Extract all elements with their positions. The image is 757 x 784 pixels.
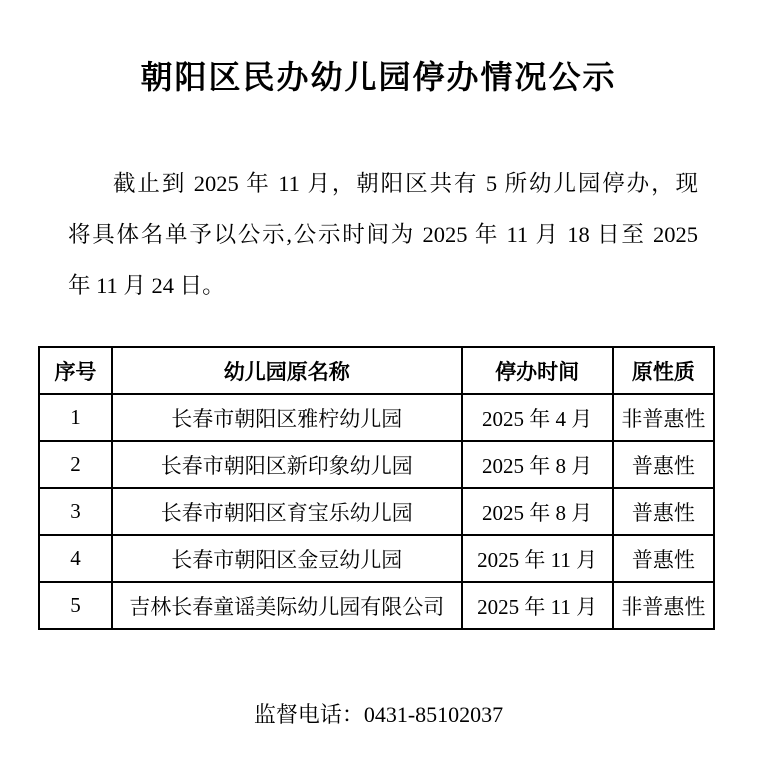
page-title: 朝阳区民办幼儿园停办情况公示 [140, 59, 617, 95]
table-row [39, 441, 714, 488]
cell-index: 1 [39, 394, 112, 441]
cell-index: 2 [39, 441, 112, 488]
cell-kindergarten-name: 长春市朝阳区育宝乐幼儿园 [112, 488, 462, 535]
column-header-original-nature: 原性质 [613, 347, 714, 394]
cell-closure-date: 2025 年 4 月 [462, 394, 613, 441]
supervision-phone: 监督电话：0431-85102037 [253, 702, 504, 727]
table-row [39, 582, 714, 629]
table-row [39, 394, 714, 441]
paragraph-line-3: 年 11 月 24 日。 [68, 273, 225, 298]
cell-closure-date: 2025 年 8 月 [462, 488, 613, 535]
column-header-original-name: 幼儿园原名称 [112, 347, 462, 394]
cell-kindergarten-name: 长春市朝阳区新印象幼儿园 [112, 441, 462, 488]
cell-nature: 非普惠性 [613, 394, 714, 441]
paragraph-line-2: 将具体名单予以公示,公示时间为 2025 年 11 月 18 日至 2025 [68, 222, 698, 247]
column-header-closure-date: 停办时间 [462, 347, 613, 394]
cell-kindergarten-name: 长春市朝阳区金豆幼儿园 [112, 535, 462, 582]
cell-index: 5 [39, 582, 112, 629]
cell-index: 3 [39, 488, 112, 535]
cell-nature: 普惠性 [613, 441, 714, 488]
table-header-row [39, 347, 714, 394]
table-row [39, 488, 714, 535]
paragraph-line-1: 截止到 2025 年 11 月，朝阳区共有 5 所幼儿园停办，现 [113, 171, 698, 196]
cell-nature: 非普惠性 [613, 582, 714, 629]
cell-nature: 普惠性 [613, 535, 714, 582]
cell-closure-date: 2025 年 11 月 [462, 582, 613, 629]
cell-closure-date: 2025 年 11 月 [462, 535, 613, 582]
kindergarten-closure-table [38, 346, 715, 630]
intro-paragraph [68, 158, 698, 311]
cell-kindergarten-name: 长春市朝阳区雅柠幼儿园 [112, 394, 462, 441]
table-row [39, 535, 714, 582]
cell-index: 4 [39, 535, 112, 582]
cell-nature: 普惠性 [613, 488, 714, 535]
column-header-index: 序号 [39, 347, 112, 394]
cell-closure-date: 2025 年 8 月 [462, 441, 613, 488]
cell-kindergarten-name: 吉林长春童谣美际幼儿园有限公司 [112, 582, 462, 629]
